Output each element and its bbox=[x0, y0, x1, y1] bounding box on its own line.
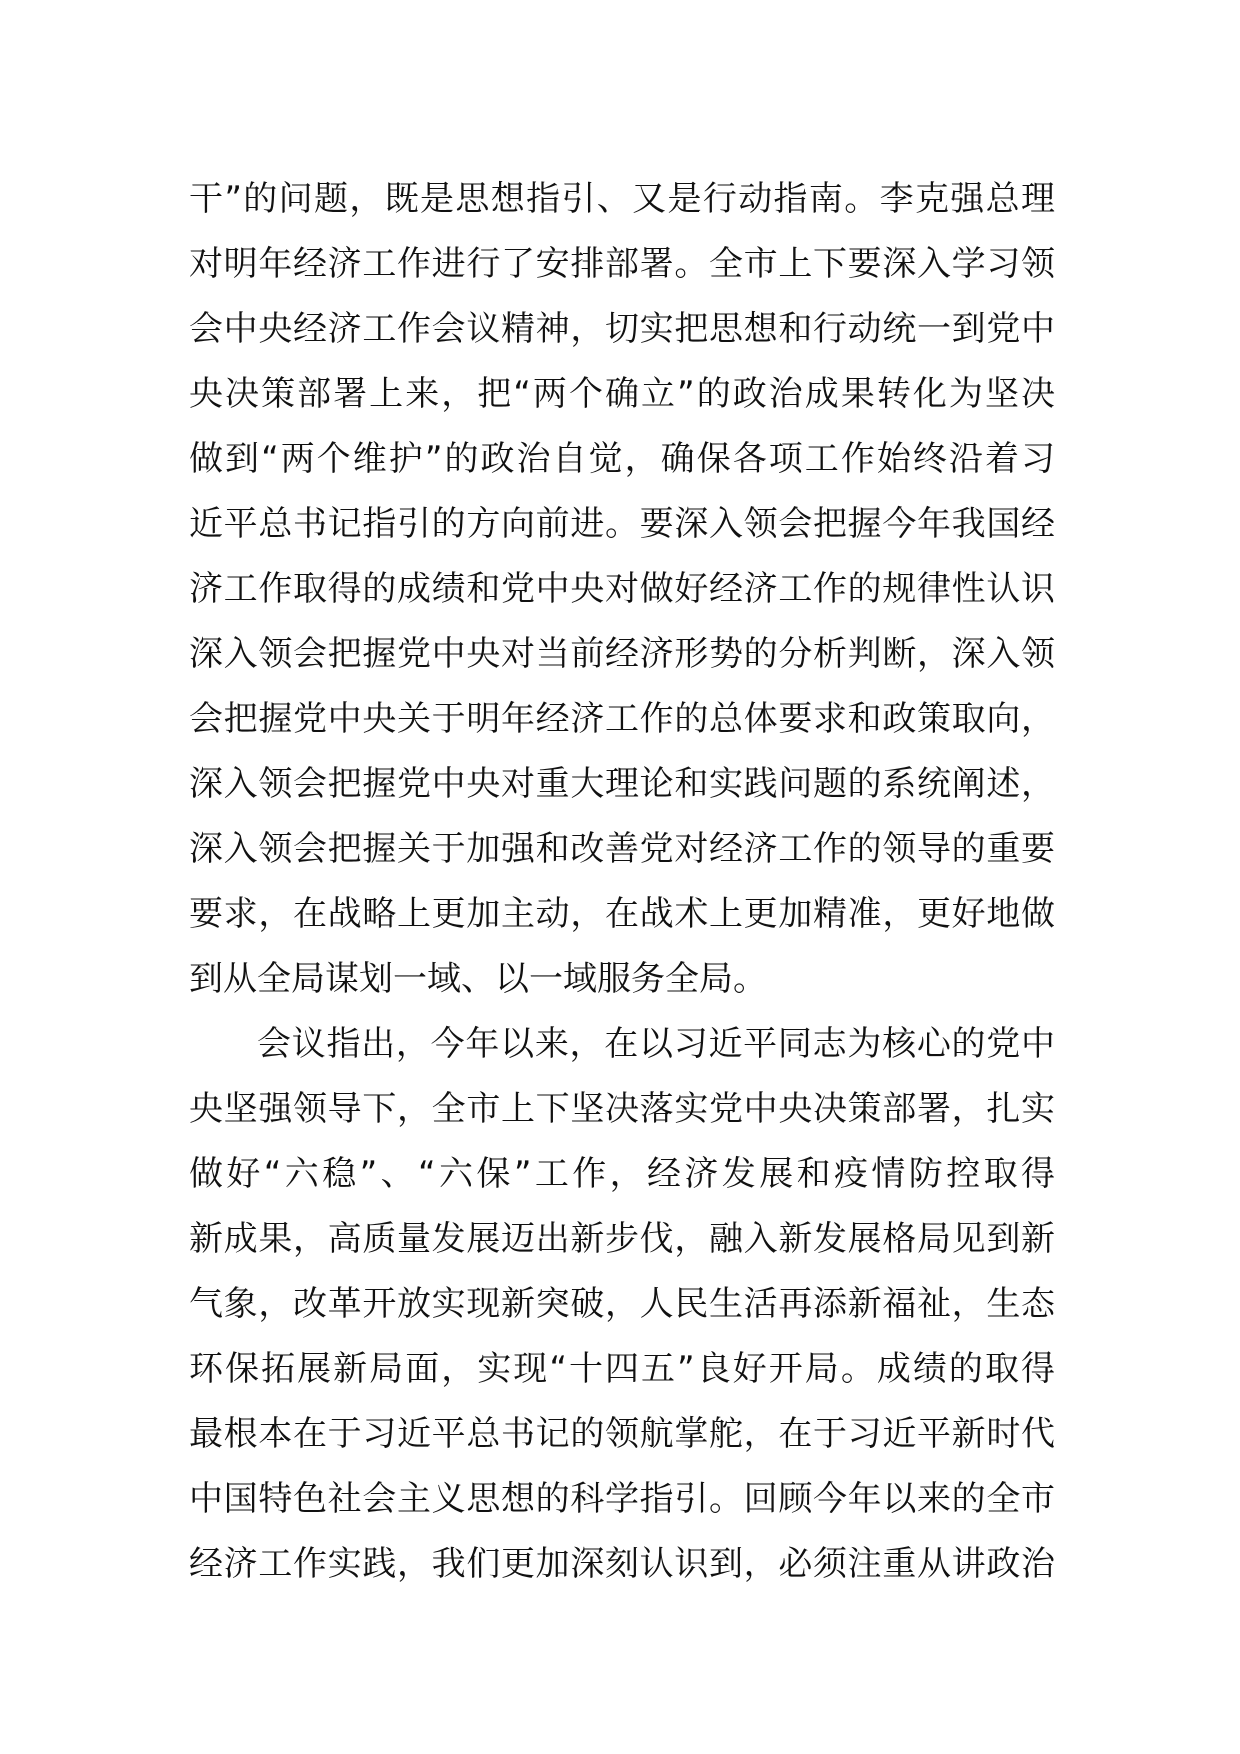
text-line: 要求，在战略上更加主动，在战术上更加精准，更好地做 bbox=[189, 894, 1055, 934]
text-line: 做好“六稳”、“六保”工作，经济发展和疫情防控取得 bbox=[189, 1154, 1055, 1194]
text-line: 央坚强领导下，全市上下坚决落实党中央决策部署，扎实 bbox=[189, 1089, 1055, 1129]
text-line: 气象，改革开放实现新突破，人民生活再添新福祉，生态 bbox=[189, 1284, 1055, 1324]
text-line: 中国特色社会主义思想的科学指引。回顾今年以来的全市 bbox=[189, 1479, 1055, 1519]
text-line: 近平总书记指引的方向前进。要深入领会把握今年我国经 bbox=[189, 504, 1055, 544]
text-line: 新成果，高质量发展迈出新步伐，融入新发展格局见到新 bbox=[189, 1219, 1055, 1259]
text-line: 最根本在于习近平总书记的领航掌舵，在于习近平新时代 bbox=[189, 1414, 1055, 1454]
text-line: 济工作取得的成绩和党中央对做好经济工作的规律性认识 bbox=[189, 569, 1055, 609]
text-line: 会中央经济工作会议精神，切实把思想和行动统一到党中 bbox=[189, 309, 1055, 349]
text-line: 会把握党中央关于明年经济工作的总体要求和政策取向， bbox=[189, 699, 1055, 739]
body-text bbox=[189, 167, 1055, 1597]
text-line: 对明年经济工作进行了安排部署。全市上下要深入学习领 bbox=[189, 244, 1055, 284]
text-line: 经济工作实践，我们更加深刻认识到，必须注重从讲政治 bbox=[189, 1544, 1055, 1584]
text-line: 环保拓展新局面，实现“十四五”良好开局。成绩的取得 bbox=[189, 1349, 1055, 1389]
text-line: 做到“两个维护”的政治自觉，确保各项工作始终沿着习 bbox=[189, 439, 1055, 479]
text-line: 深入领会把握党中央对当前经济形势的分析判断，深入领 bbox=[189, 634, 1055, 674]
text-line: 央决策部署上来，把“两个确立”的政治成果转化为坚决 bbox=[189, 374, 1055, 414]
paragraph-first-line: 会议指出，今年以来，在以习近平同志为核心的党中 bbox=[257, 1024, 1055, 1064]
text-line: 深入领会把握党中央对重大理论和实践问题的系统阐述， bbox=[189, 764, 1055, 804]
text-line: 深入领会把握关于加强和改善党对经济工作的领导的重要 bbox=[189, 829, 1055, 869]
paragraph-end-line: 到从全局谋划一域、以一域服务全局。 bbox=[189, 959, 767, 999]
text-line: 干”的问题，既是思想指引、又是行动指南。李克强总理 bbox=[189, 179, 1055, 219]
